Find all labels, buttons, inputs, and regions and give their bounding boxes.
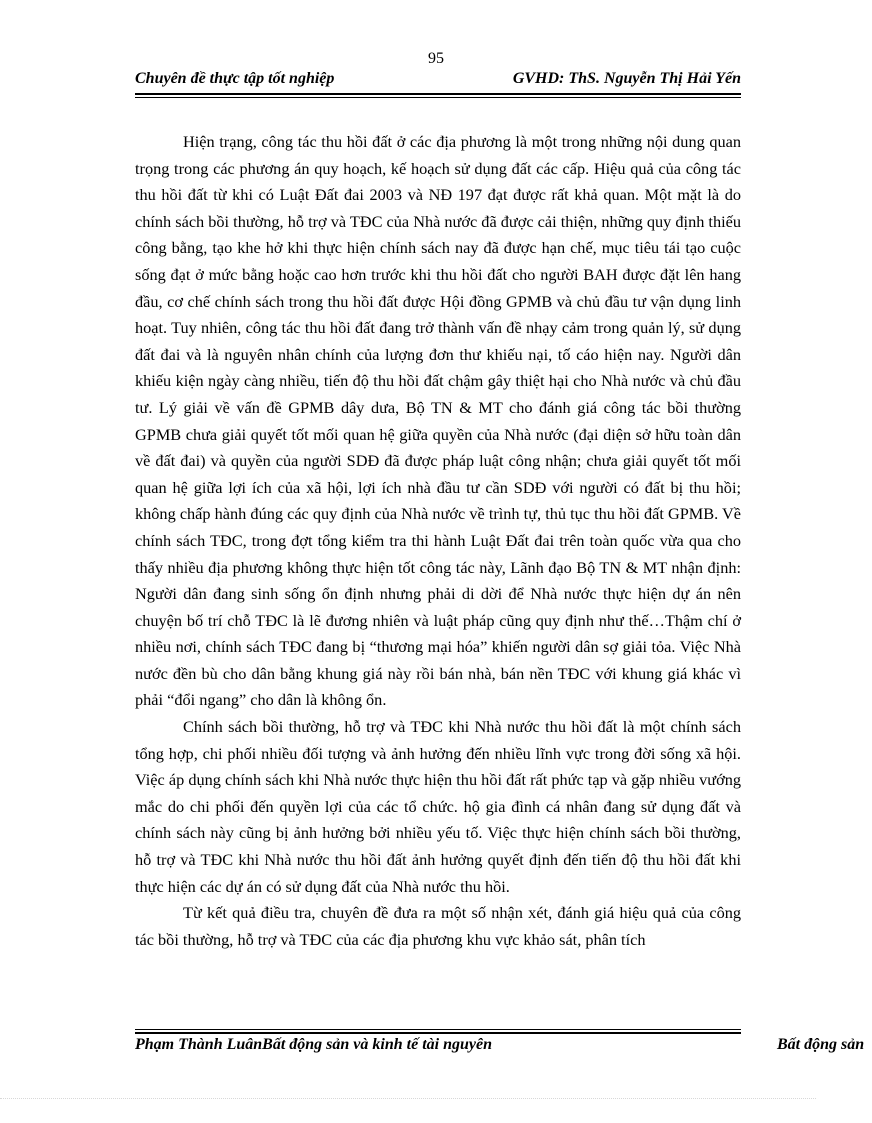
header-document-title: Chuyên đề thực tập tốt nghiệp	[135, 70, 335, 87]
footer-author-major: Phạm Thành LuânBất động sản và kinh tế tài nguyên	[135, 1036, 492, 1053]
page-number: 95	[428, 50, 444, 67]
footer-divider	[135, 1032, 741, 1034]
paragraph-1: Hiện trạng, công tác thu hồi đất ở các địa phương là một trong những nội dung quan trọng trong các phương án quy hoạch, kế hoạch sử dụng đất các cấp. Hiệu quả của công tác thu hồi đất từ khi có Luật Đất đai 2003 và NĐ 197 đạt được rất khả quan. Một mặt là do chính sách bồi thường, hỗ trợ và TĐC của Nhà nước đã được cải thiện, những quy định thiếu công bằng, tạo khe hở khi thực hiện chính sách nay đã được hạn chế, mục tiêu tái tạo cuộc sống đạt ở mức bằng hoặc cao hơn trước khi thu hồi đất cho người BAH được đặt lên hang đầu, cơ chế chính sách trong thu hồi đất được Hội đồng GPMB và chủ đầu tư vận dụng linh hoạt. Tuy nhiên, công tác thu hồi đất đang trở thành vấn đề nhạy cảm trong quản lý, sử dụng đất đai và là nguyên nhân chính của lượng đơn thư khiếu nại, tố cáo hiện nay. Người dân khiếu kiện ngày càng nhiều, tiến độ thu hồi đất chậm gây thiệt hại cho Nhà nước và chủ đầu tư. Lý giải về vấn đề GPMB dây dưa, Bộ TN & MT cho đánh giá công tác bồi thường GPMB chưa giải quyết tốt mối quan hệ giữa quyền của Nhà nước (đại diện sở hữu toàn dân về đất đai) và quyền của người SDĐ đã được pháp luật công nhận; chưa giải quyết tốt mối quan hệ giữa lợi ích của xã hội, lợi ích nhà đầu tư cần SDĐ với người có đất bị thu hồi; không chấp hành đúng các quy định của Nhà nước về trình tự, thủ tục thu hồi đất GPMB. Về chính sách TĐC, trong đợt tổng kiểm tra thi hành Luật Đất đai trên toàn quốc vừa qua cho thấy nhiều địa phương không thực hiện tốt công tác này, Lãnh đạo Bộ TN & MT nhận định: Người dân đang sinh sống ổn định nhưng phải di dời để Nhà nước thực hiện dự án nên chuyện bố trí chỗ TĐC là lẽ đương nhiên và luật pháp cũng quy định như thế…Thậm chí ở nhiều nơi, chính sách TĐC đang bị “thương mại hóa” khiến người dân sợ giải tỏa. Việc Nhà nước đền bù cho dân bằng khung giá này rồi bán nhà, bán nền TĐC với khung giá khác vì phải “đổi ngang” cho dân là không ổn.	[135, 132, 741, 710]
paragraph-2: Chính sách bồi thường, hỗ trợ và TĐC khi Nhà nước thu hồi đất là một chính sách tổng hợp, chi phối nhiều đối tượng và ảnh hưởng đến nhiều lĩnh vực trong đời sống xã hội. Việc áp dụng chính sách khi Nhà nước thực hiện thu hồi đất rất phức tạp và gặp nhiều vướng mắc do chi phối đến quyền lợi của các tổ chức. hộ gia đình cá nhân đang sử dụng đất và chính sách này cũng bị ảnh hưởng bởi nhiều yếu tố. Việc thực hiện chính sách bồi thường, hỗ trợ và TĐC khi Nhà nước thu hồi đất ảnh hưởng quyết định đến tiến độ thu hồi đất khi thực hiện các dự án có sử dụng đất của Nhà nước thu hồi.	[135, 717, 741, 896]
header-advisor: GVHD: ThS. Nguyễn Thị Hải Yến	[512, 70, 741, 87]
paragraph-3: Từ kết quả điều tra, chuyên đề đưa ra một số nhận xét, đánh giá hiệu quả của công tác bồi thường, hỗ trợ và TĐC của các địa phương khu vực khảo sát, phân tích	[135, 903, 741, 949]
footer-department: Bất động sản	[777, 1036, 865, 1053]
body-text	[135, 129, 741, 953]
page-header	[135, 70, 741, 92]
header-divider-thin	[135, 97, 741, 98]
footer-divider-thin	[135, 1029, 741, 1030]
page-footer	[135, 1036, 865, 1058]
page-bottom-border	[0, 1098, 816, 1099]
header-divider	[135, 93, 741, 95]
